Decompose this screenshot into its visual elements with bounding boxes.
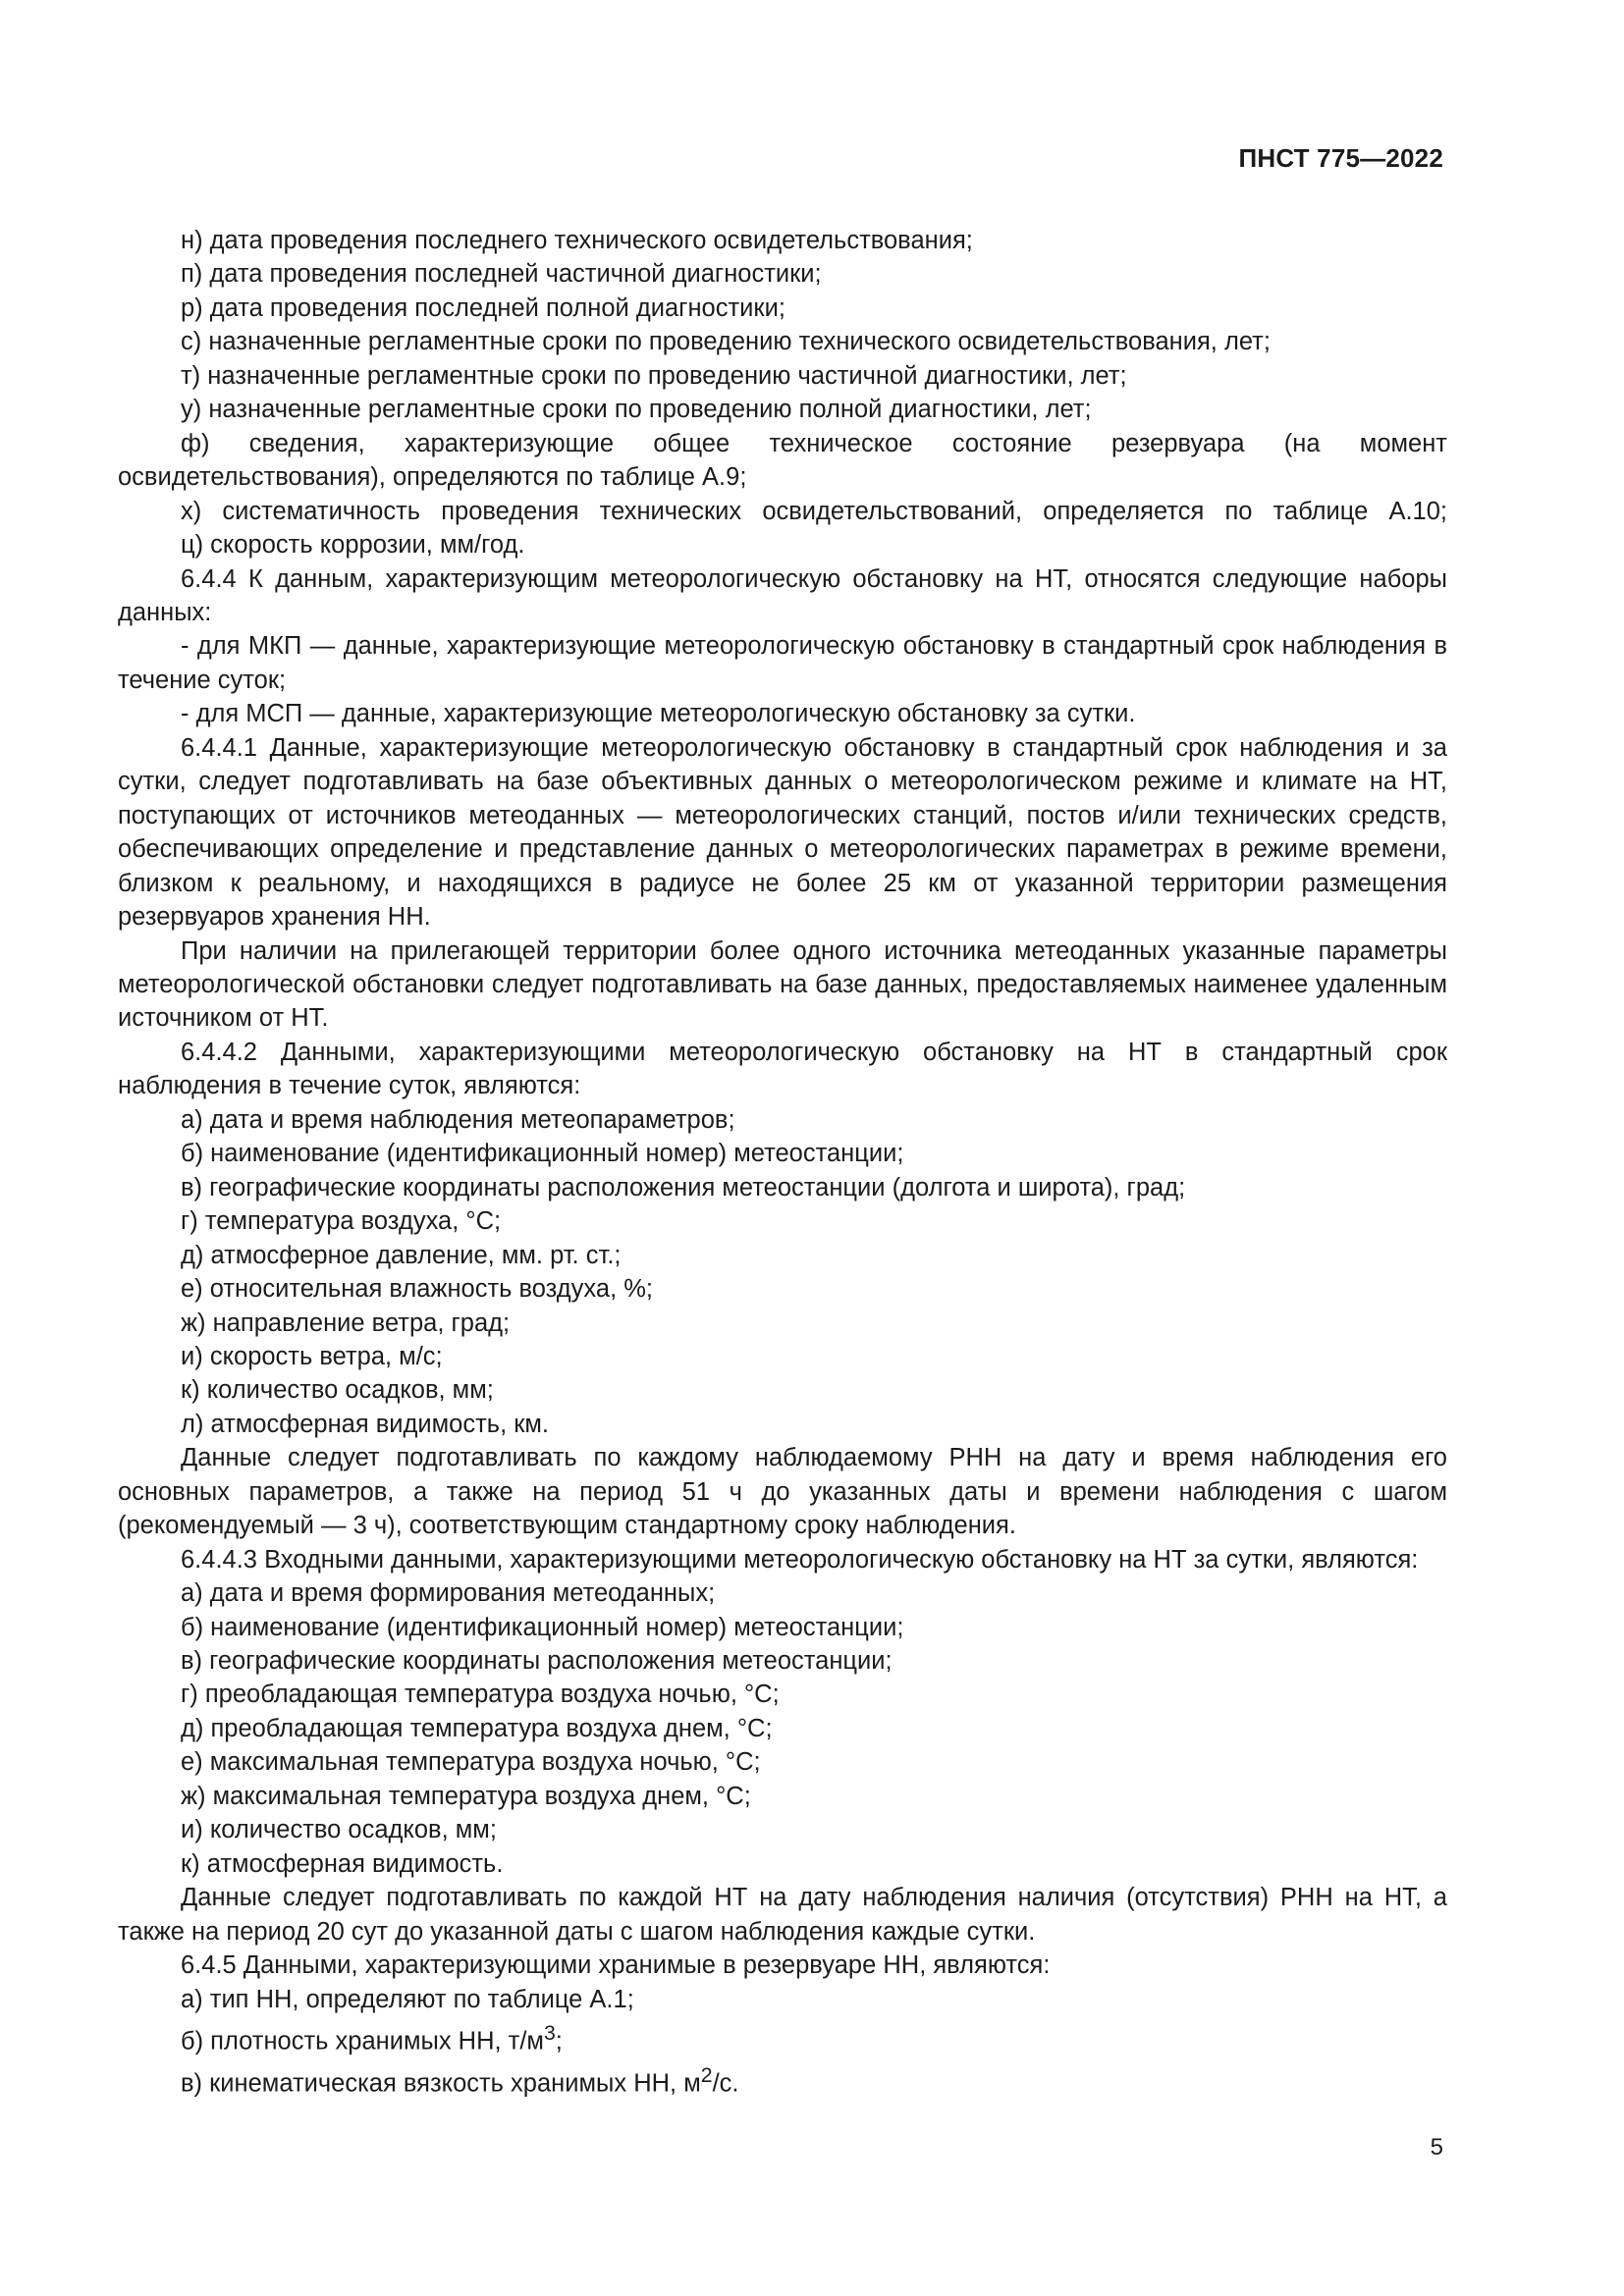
paragraph: а) дата и время формирования метеоданных; [181,1579,716,1608]
viscosity-text: в) кинематическая вязкость хранимых НН, м [181,2069,701,2098]
paragraph: с) назначенные регламентные сроки по проведению технического освидетельствования, лет; [181,328,1271,356]
paragraph: 6.4.4.1 Данные, характеризующие метеорологическую обстановку в стандартный срок наблюдения и за сутки, следует подготавливать на базе объективных данных о метеорологическом режиме и климате на НТ, поступающих от источников метеоданных — метеорологических станций, постов и/или технических средств, обеспечивающих определение и представление данных о метеорологических параметрах в режиме времени, близком к реальному, и находящихся в радиусе не более 25 км от указанной территории размещения резервуаров хранения НН. [118,733,1447,932]
paragraph: б) наименование (идентификационный номер) метеостанции; [181,1140,904,1168]
paragraph: х) систематичность проведения технических освидетельствований, определяется по таблице А.10; [181,497,1447,525]
paragraph: ф) сведения, характеризующие общее техническое состояние резервуара (на момент освидетельствования), определяются по таблице А.9; [118,429,1447,492]
paragraph-density [118,2016,1447,2058]
document-id: ПНСТ 775—2022 [1238,143,1443,173]
paragraph: При наличии на прилегающей территории более одного источника метеоданных указанные параметры метеорологической обстановки следует подготавливать на базе данных, предоставляемых наименее удаленным источником от НТ. [118,936,1447,1033]
paragraph: а) дата и время наблюдения метеопараметров; [181,1105,735,1134]
paragraph: а) тип НН, определяют по таблице А.1; [181,1985,634,2013]
paragraph: Данные следует подготавливать по каждому наблюдаемому РНН на дату и время наблюдения его основных параметров, а также на период 51 ч до указанных даты и времени наблюдения с шагом (рекомендуемый — 3 ч), соответствующим стандартному сроку наблюдения. [118,1444,1447,1540]
paragraph: в) географические координаты расположения метеостанции; [181,1647,893,1676]
paragraph: н) дата проведения последнего технического освидетельствования; [181,227,973,254]
paragraph: в) географические координаты расположения метеостанции (долгота и широта), град; [181,1173,1186,1201]
viscosity-superscript: 2 [700,2062,713,2087]
paragraph: и) скорость ветра, м/с; [181,1342,443,1370]
density-text: б) плотность хранимых НН, т/м [181,2027,544,2056]
paragraph: д) преобладающая температура воздуха днем, °С; [181,1714,773,1742]
paragraph: д) атмосферное давление, мм. рт. ст.; [181,1241,622,1269]
paragraph: г) температура воздуха, °С; [181,1207,502,1236]
paragraph: - для МСП — данные, характеризующие метеорологическую обстановку за сутки. [181,700,1136,728]
paragraph: ж) максимальная температура воздуха днем, °С; [181,1782,751,1810]
paragraph: е) максимальная температура воздуха ночью, °С; [181,1748,761,1777]
paragraph: ж) направление ветра, град; [181,1308,511,1337]
paragraph: - для МКП — данные, характеризующие метеорологическую обстановку в стандартный срок наблюдения в течение суток; [118,632,1447,694]
paragraph: к) атмосферная видимость. [181,1849,504,1878]
paragraph: т) назначенные регламентные сроки по проведению частичной диагностики, лет; [181,361,1127,390]
viscosity-tail: /с. [712,2069,739,2098]
paragraph: п) дата проведения последней частичной диагностики; [181,260,822,289]
paragraph: б) наименование (идентификационный номер) метеостанции; [181,1613,904,1641]
density-tail: ; [555,2027,563,2056]
paragraph: к) количество осадков, мм; [181,1376,494,1405]
paragraph: 6.4.4.2 Данными, характеризующими метеорологическую обстановку на НТ в стандартный срок наблюдения в течение суток, являются: [118,1038,1447,1100]
paragraph: 6.4.4.3 Входными данными, характеризующими метеорологическую обстановку на НТ за сутки, являются: [181,1545,1419,1574]
paragraph: у) назначенные регламентные сроки по проведению полной диагностики, лет; [181,396,1092,424]
paragraph: 6.4.4 К данным, характеризующим метеорологическую обстановку на НТ, относятся следующие наборы данных: [118,564,1447,626]
page-number: 5 [1430,2134,1443,2161]
paragraph: р) дата проведения последней полной диагностики; [181,294,785,322]
paragraph: л) атмосферная видимость, км. [181,1410,550,1438]
paragraph: е) относительная влажность воздуха, %; [181,1275,654,1304]
body-text [118,224,1447,2101]
paragraph: Данные следует подготавливать по каждой НТ на дату наблюдения наличия (отсутствия) РНН на НТ, а также на период 20 сут до указанной даты с шагом наблюдения каждые сутки. [118,1884,1447,1946]
paragraph-viscosity [118,2058,1447,2101]
density-superscript: 3 [543,2021,556,2046]
paragraph: ц) скорость коррозии, мм/год. [181,531,525,560]
paragraph: и) количество осадков, мм; [181,1816,497,1844]
paragraph: 6.4.5 Данными, характеризующими хранимые в резервуаре НН, являются: [181,1951,1051,1980]
paragraph: г) преобладающая температура воздуха ночью, °С; [181,1681,780,1709]
